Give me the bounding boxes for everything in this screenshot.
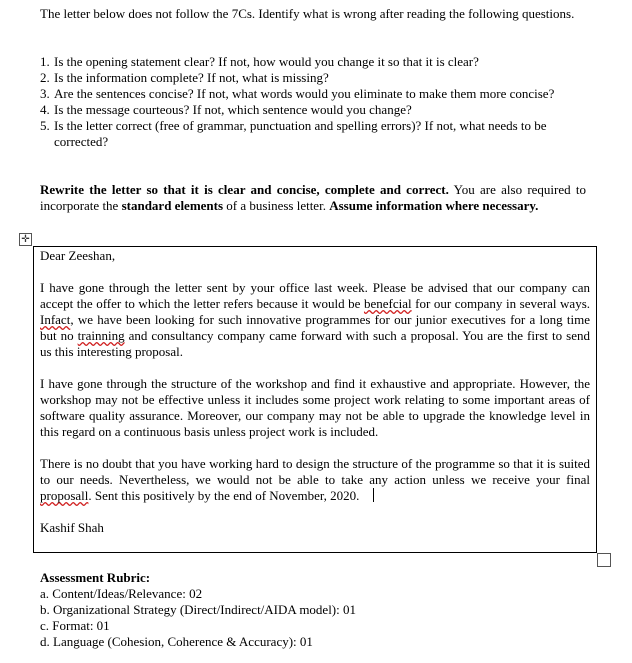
list-item: [40, 86, 586, 102]
instructions-bold-1: Rewrite the letter so that it is clear and concise, complete and correct.: [40, 182, 449, 197]
letter-p1-text-a: I have gone through the letter sent by your office last week. Please be advised that our company can accept the offer to which the letter refers because it would be: [40, 280, 590, 311]
letter-paragraph-3: [40, 456, 590, 504]
resize-handle-icon[interactable]: [597, 553, 611, 567]
rubric-item: c. Format: 01: [40, 618, 110, 633]
list-item: [40, 70, 586, 86]
letter-signature: Kashif Shah: [40, 520, 104, 535]
rubric-item: d. Language (Cohesion, Coherence & Accuracy): 01: [40, 634, 313, 649]
question-number: 2.: [40, 70, 50, 85]
question-text: Is the opening statement clear? If not, how would you change it so that it is clear?: [54, 54, 479, 69]
list-item: [40, 102, 586, 118]
rubric-title: [40, 570, 586, 586]
question-list: [40, 54, 586, 150]
spelling-error-benefcial[interactable]: benefcial: [363, 296, 412, 311]
letter-p1-text-d: and consultancy company came forward with such a proposal. You are the first to send us this interesting proposal.: [40, 328, 590, 359]
instructions-bold-3: standard elements: [121, 198, 224, 213]
question-text: Is the letter correct (free of grammar, punctuation and spelling errors)? If not, what needs to be corrected?: [54, 118, 547, 149]
list-item: [40, 54, 586, 70]
intro-text: The letter below does not follow the 7Cs. Identify what is wrong after reading the following questions.: [40, 6, 575, 21]
instructions-bold-5: Assume information where necessary.: [329, 198, 539, 213]
move-icon[interactable]: ✛: [19, 233, 32, 246]
assessment-rubric: [40, 570, 586, 650]
question-number: 4.: [40, 102, 50, 117]
instructions-paragraph: [40, 182, 586, 214]
question-text: Is the information complete? If not, what is missing?: [54, 70, 329, 85]
letter-p3-text-a: There is no doubt that you have working hard to design the structure of the programme so that it is suited to our needs. Nevertheless, we would not be able to take any action unless we receive your final: [40, 456, 590, 487]
question-text: Are the sentences concise? If not, what words would you eliminate to make them more concise?: [54, 86, 555, 101]
rubric-title-text: Assessment Rubric:: [40, 570, 151, 585]
letter-salutation: Dear Zeeshan,: [40, 248, 116, 263]
question-number: 1.: [40, 54, 50, 69]
spelling-error-proposall[interactable]: proposall: [40, 488, 89, 503]
spelling-error-trainning[interactable]: trainning: [77, 328, 125, 343]
letter-p3-text-b: . Sent this positively by the end of November, 2020.: [88, 488, 360, 503]
letter-paragraph-1: [40, 280, 590, 360]
rubric-item: b. Organizational Strategy (Direct/Indirect/AIDA model): 01: [40, 602, 356, 617]
instructions-text-2: You are also required to incorporate the: [40, 182, 586, 213]
question-text: Is the message courteous? If not, which sentence would you change?: [54, 102, 412, 117]
spelling-error-infact[interactable]: Infact: [40, 312, 71, 327]
list-item: [40, 118, 586, 150]
letter-p1-text-b: for our company in several ways.: [411, 296, 590, 311]
letter-paragraph-2: I have gone through the structure of the workshop and find it exhaustive and appropriate. However, the workshop may not be effective unless it includes some project work relating to some important areas of software quality assurance. Moreover, our company may not be able to upgrade the knowledge level in this regard on a continuous basis unless project work is included.: [40, 376, 590, 439]
rubric-item: a. Content/Ideas/Relevance: 02: [40, 586, 203, 601]
text-cursor: [373, 488, 374, 502]
instructions-text-4: of a business letter.: [223, 198, 330, 213]
question-number: 3.: [40, 86, 50, 101]
letter-p1-text-c: , we have been looking for such innovative programmes for our junior executives for a long time but no: [40, 312, 590, 343]
letter-body[interactable]: [40, 248, 590, 552]
question-number: 5.: [40, 118, 50, 133]
